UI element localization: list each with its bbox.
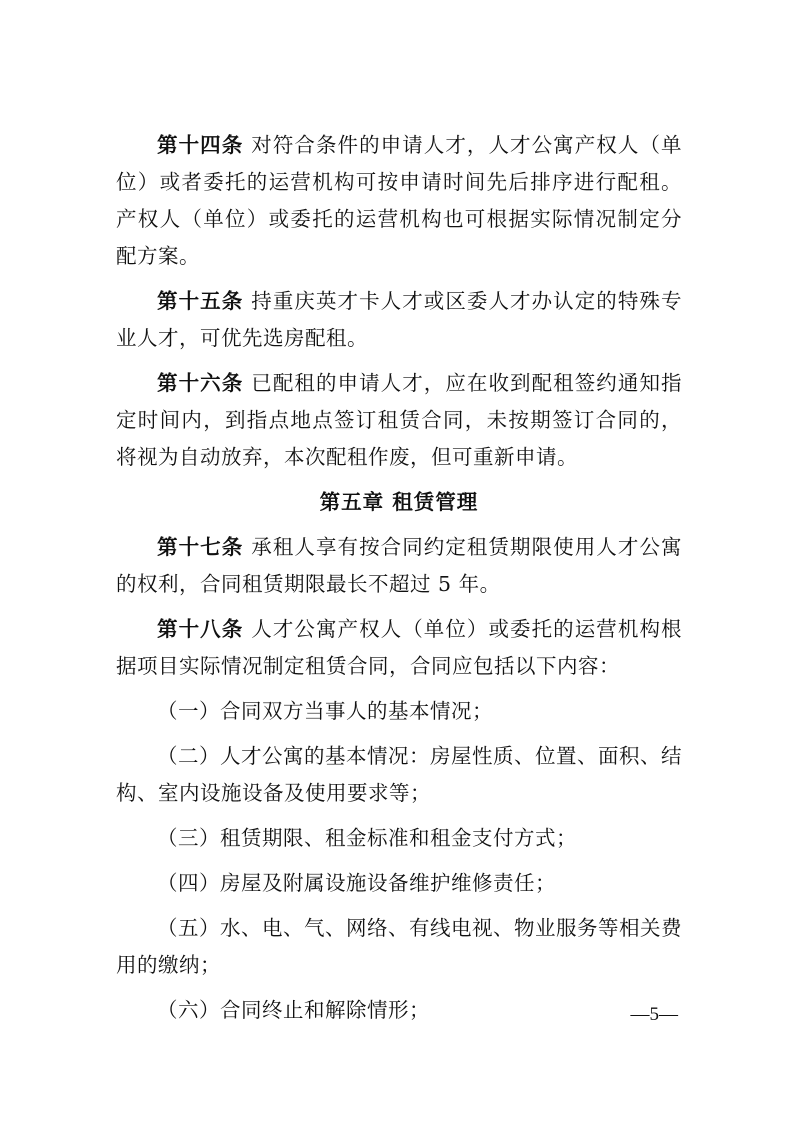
document-body	[116, 127, 682, 1029]
article-label: 第十五条	[157, 289, 244, 313]
article-text: 人才公寓产权人（单位）或委托的运营机构根据项目实际情况制定租赁合同，合同应包括以下内容：	[116, 617, 683, 678]
chapter-title: 第五章 租赁管理	[319, 490, 479, 514]
article-text: 已配租的申请人才，应在收到配租签约通知指定时间内，到指点地点签订租赁合同，未按期签订合同的，将视为自动放弃，本次配租作废，但可重新申请。	[116, 371, 683, 469]
article-14	[116, 127, 682, 275]
article-label: 第十八条	[157, 617, 244, 641]
article-label: 第十六条	[157, 371, 244, 395]
page-number: —5—	[630, 1004, 678, 1025]
article-text: 承租人享有按合同约定租赁期限使用人才公寓的权利，合同租赁期限最长不超过 5 年。	[116, 535, 683, 596]
article-label: 第十四条	[157, 133, 244, 157]
contract-item-2: （二）人才公寓的基本情况：房屋性质、位置、面积、结构、室内设施设备及使用要求等；	[116, 744, 682, 805]
contract-item-6: （六）合同终止和解除情形；	[157, 998, 430, 1022]
article-18	[116, 611, 682, 685]
contract-item-3: （三）租赁期限、租金标准和租金支付方式；	[157, 826, 577, 850]
article-17	[116, 529, 682, 603]
article-label: 第十七条	[157, 535, 244, 559]
contract-item-5: （五）水、电、气、网络、有线电视、物业服务等相关费用的缴纳；	[116, 916, 682, 977]
article-text: 对符合条件的申请人才，人才公寓产权人（单位）或者委托的运营机构可按申请时间先后排序进行配租。产权人（单位）或委托的运营机构也可根据实际情况制定分配方案。	[116, 133, 683, 268]
article-15	[116, 283, 682, 357]
article-text: 持重庆英才卡人才或区委人才办认定的特殊专业人才，可优先选房配租。	[116, 289, 683, 350]
contract-item-4: （四）房屋及附属设施设备维护维修责任；	[157, 871, 556, 895]
article-16	[116, 365, 682, 476]
contract-item-1: （一）合同双方当事人的基本情况；	[157, 699, 493, 723]
